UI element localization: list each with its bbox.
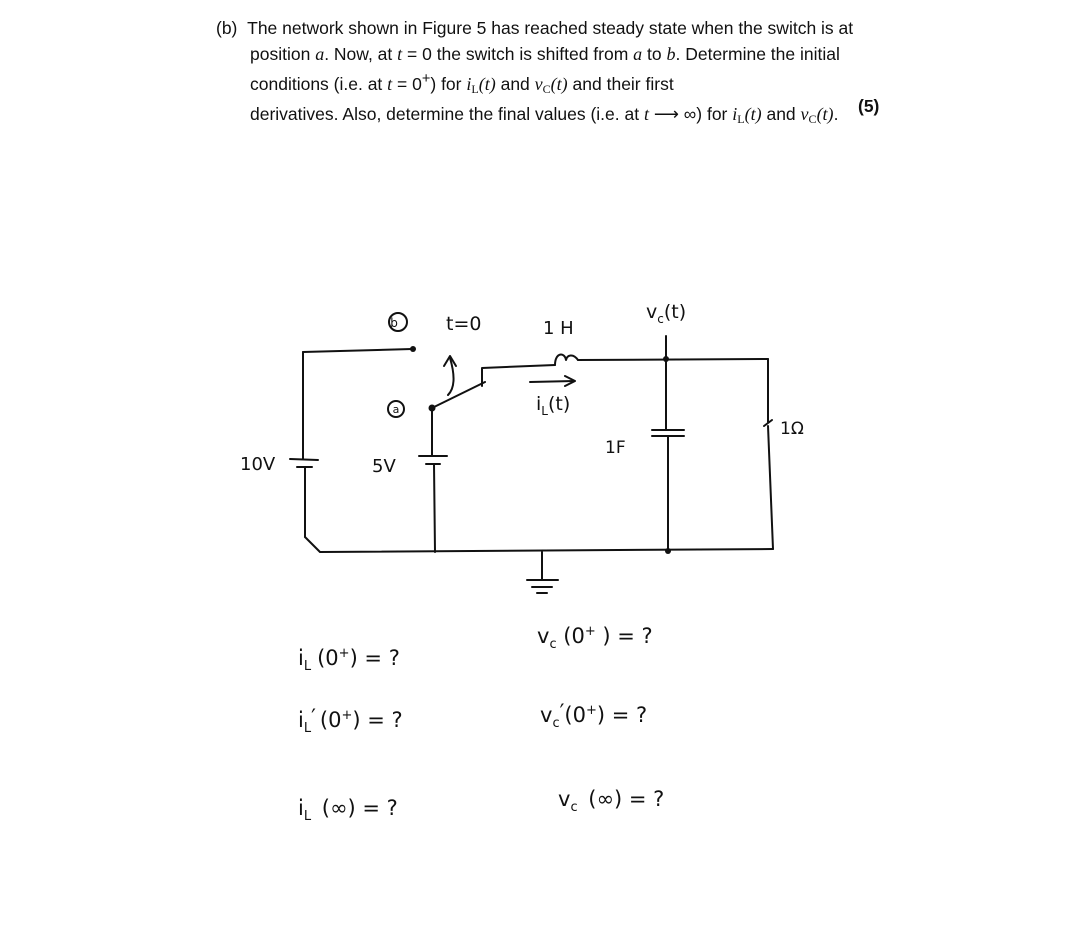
wire-bottom [305,537,773,552]
capacitor-value-label: 1F [605,438,626,458]
question-line-1: (b) The network shown in Figure 5 has reached steady state when the switch is at [216,18,854,38]
capacitor-voltage-label: $v_c(t)$ [646,301,687,326]
node-cap-top [663,356,669,362]
inductor-current-label: $i_L(t)$ [536,393,571,418]
unknown-vC-infinity: $v_c$ (∞) = ? [558,787,665,815]
source-10v-label: 10V [240,454,276,475]
switch-contact-a [429,405,436,412]
wire-resistor-lower [768,426,773,549]
unknown-vC-0plus: $v_c$ (0+ ) = ? [537,624,653,652]
unknown-iL-infinity: $i_L$ (∞) = ? [298,796,398,824]
switch-time-marker [448,358,454,395]
current-arrow-shaft [530,381,574,382]
inductor-value-label: 1 H [543,318,574,339]
source-5v-label: 5V [372,456,396,477]
marks-label: (5) [858,96,880,116]
wire-5v-lower [434,464,435,552]
switch-blade [432,382,485,408]
switch-contact-b [410,346,416,352]
question-line-2: position a. Now, at t = 0 the switch is shifted from a to b. Determine the initial [250,43,840,64]
unknown-dvC-0plus: $v_c'(0^+)$ = ? [540,700,648,731]
question-line-3: conditions (i.e. at t = 0+) for $i_L(t)$ and $v_C(t)$ and their first [250,71,674,96]
question-label: (b) [216,18,238,38]
switch-time-label: t=0 [446,313,482,335]
unknown-iL-0plus: $i_L$ (0+) = ? [298,646,400,674]
node-a-label: a [392,403,400,416]
wire-top-right [578,359,768,360]
node-cap-bottom [665,548,671,554]
inductor-coil [555,355,578,365]
battery-10v-plate-long [290,459,318,460]
question-line-4: derivatives. Also, determine the final values (i.e. at t ⟶ ∞) for $i_L(t)$ and $v_C(t)$. [250,104,839,127]
node-b-label: b [390,316,398,330]
resistor-value-label: 1Ω [780,419,804,439]
wire-left-top [303,349,412,352]
unknown-diL-0plus: $i_L'$ (0+) = ? [298,705,403,736]
wire-top-middle [482,365,555,386]
